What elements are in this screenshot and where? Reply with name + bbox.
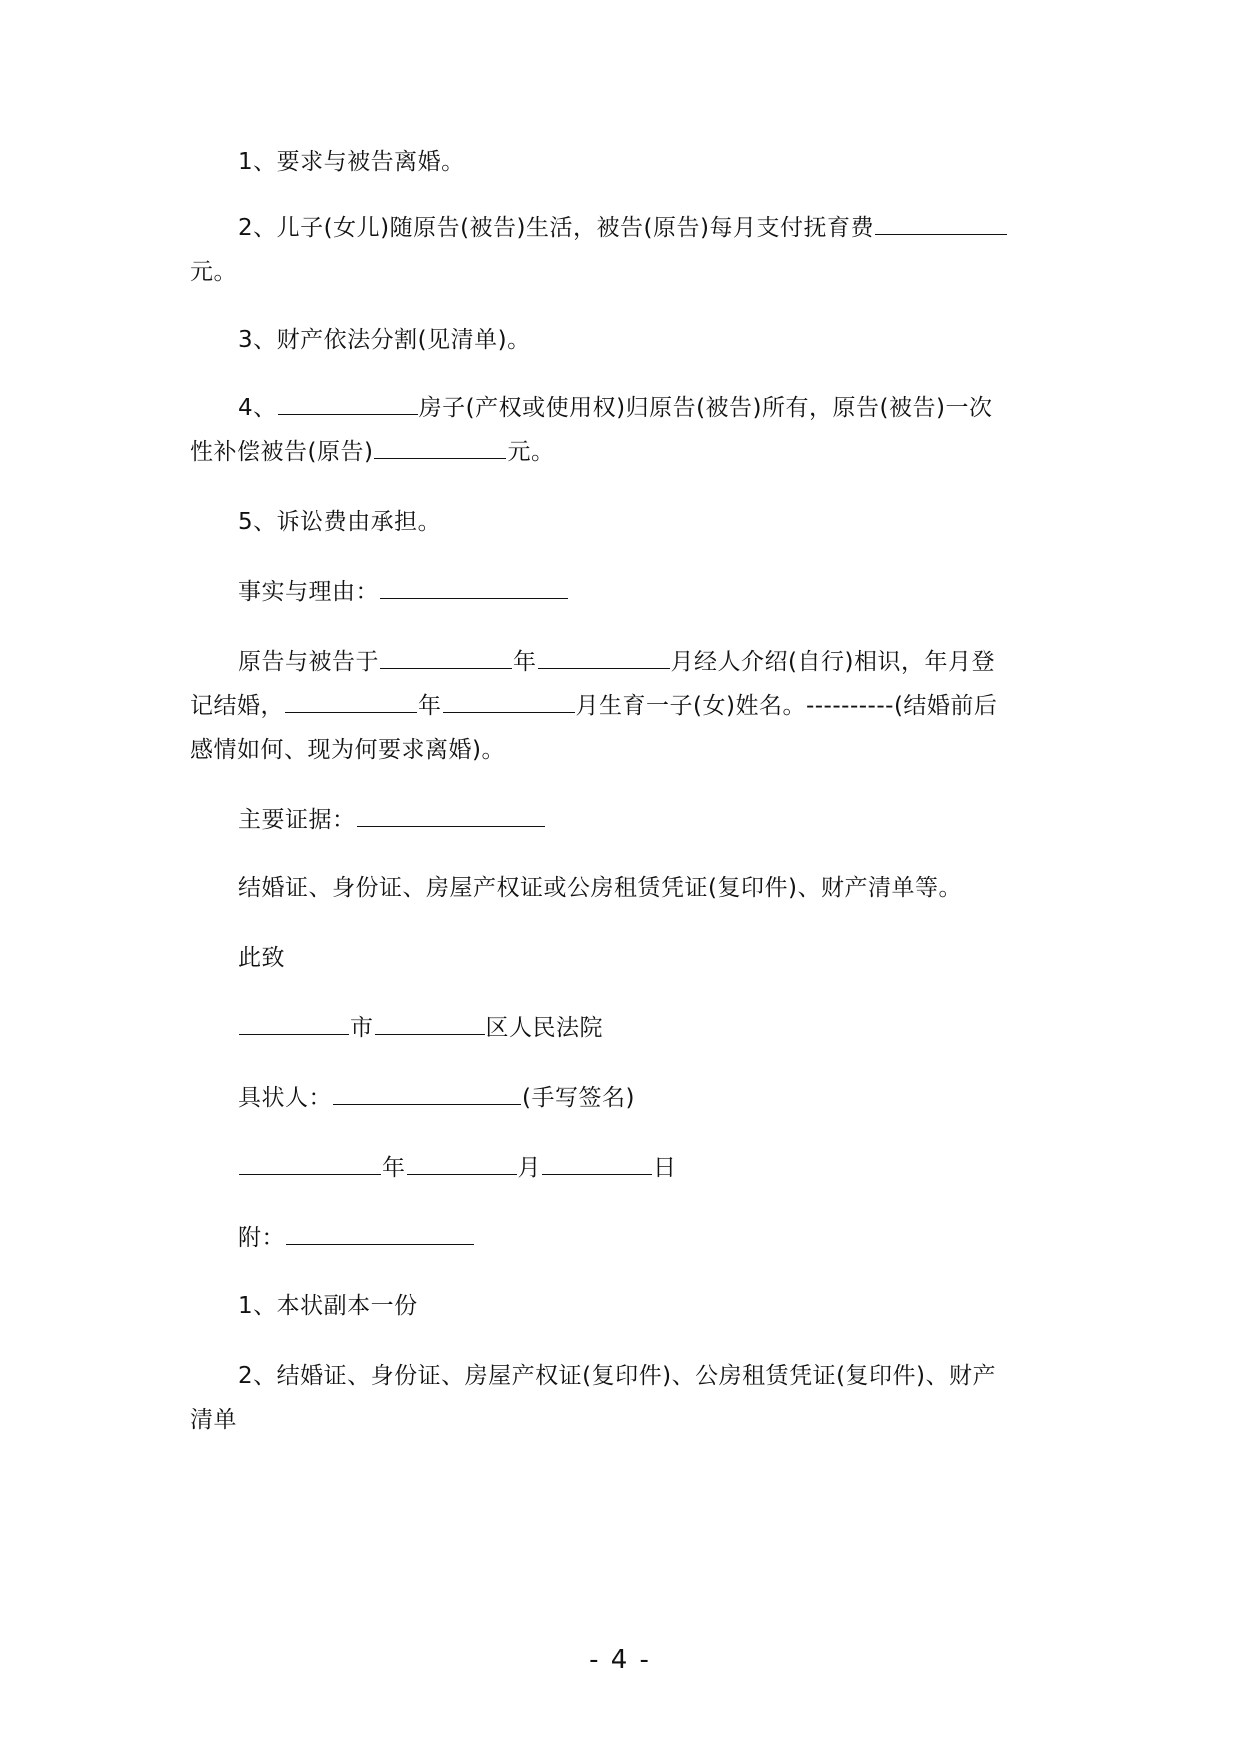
birth-year-blank bbox=[285, 684, 417, 713]
attachment-item-1: 1、本状副本一份 bbox=[238, 1293, 418, 1319]
compensation-blank bbox=[374, 430, 506, 459]
greeting: 此致 bbox=[238, 945, 285, 971]
attachment-item-2: 2、结婚证、身份证、房屋产权证(复印件)、公房租赁凭证(复印件)、财产 清单 bbox=[190, 1363, 997, 1433]
date-day-blank bbox=[542, 1146, 652, 1175]
request-item-4: 4、 房子(产权或使用权)归原告(被告)所有，原告(被告)一次 性补偿被告(原告) 元。 bbox=[190, 386, 1050, 474]
facts-blank bbox=[380, 570, 568, 599]
attachment-blank bbox=[286, 1216, 474, 1245]
district-blank bbox=[375, 1006, 485, 1035]
signature-blank bbox=[333, 1076, 521, 1105]
birth-month-blank bbox=[443, 684, 575, 713]
evidence-list: 结婚证、身份证、房屋产权证或公房租赁凭证(复印件)、财产清单等。 bbox=[238, 875, 962, 901]
plaintiff-signature: 具状人： (手写签名) bbox=[190, 1076, 1050, 1120]
evidence-blank bbox=[357, 798, 545, 827]
filing-date: 年 月 日 bbox=[190, 1146, 1050, 1190]
request-item-3: 3、财产依法分割(见清单)。 bbox=[238, 327, 531, 353]
case-story: 原告与被告于 年 月经人介绍(自行)相识，年月登 记结婚， 年 月生育一子(女)姓名。----------(结婚前后 感情如何、现为何要求离婚)。 bbox=[190, 640, 1050, 772]
city-blank bbox=[239, 1006, 349, 1035]
request-item-1: 1、要求与被告离婚。 bbox=[238, 149, 465, 175]
date-year-blank bbox=[239, 1146, 381, 1175]
property-blank bbox=[278, 386, 418, 415]
request-item-5: 5、诉讼费由承担。 bbox=[238, 509, 442, 535]
acquaintance-year-blank bbox=[380, 640, 512, 669]
main-evidence: 主要证据： bbox=[190, 798, 1050, 842]
facts-and-reasons: 事实与理由： bbox=[190, 570, 1050, 614]
request-item-2: 2、儿子(女儿)随原告(被告)生活，被告(原告)每月支付抚育费 元。 bbox=[190, 206, 1050, 294]
date-month-blank bbox=[407, 1146, 517, 1175]
attachment-heading: 附： bbox=[190, 1216, 1050, 1260]
court-address: 市 区人民法院 bbox=[190, 1006, 1050, 1050]
acquaintance-month-blank bbox=[538, 640, 670, 669]
page-number: - 4 - bbox=[589, 1645, 651, 1675]
child-support-blank bbox=[875, 206, 1007, 235]
